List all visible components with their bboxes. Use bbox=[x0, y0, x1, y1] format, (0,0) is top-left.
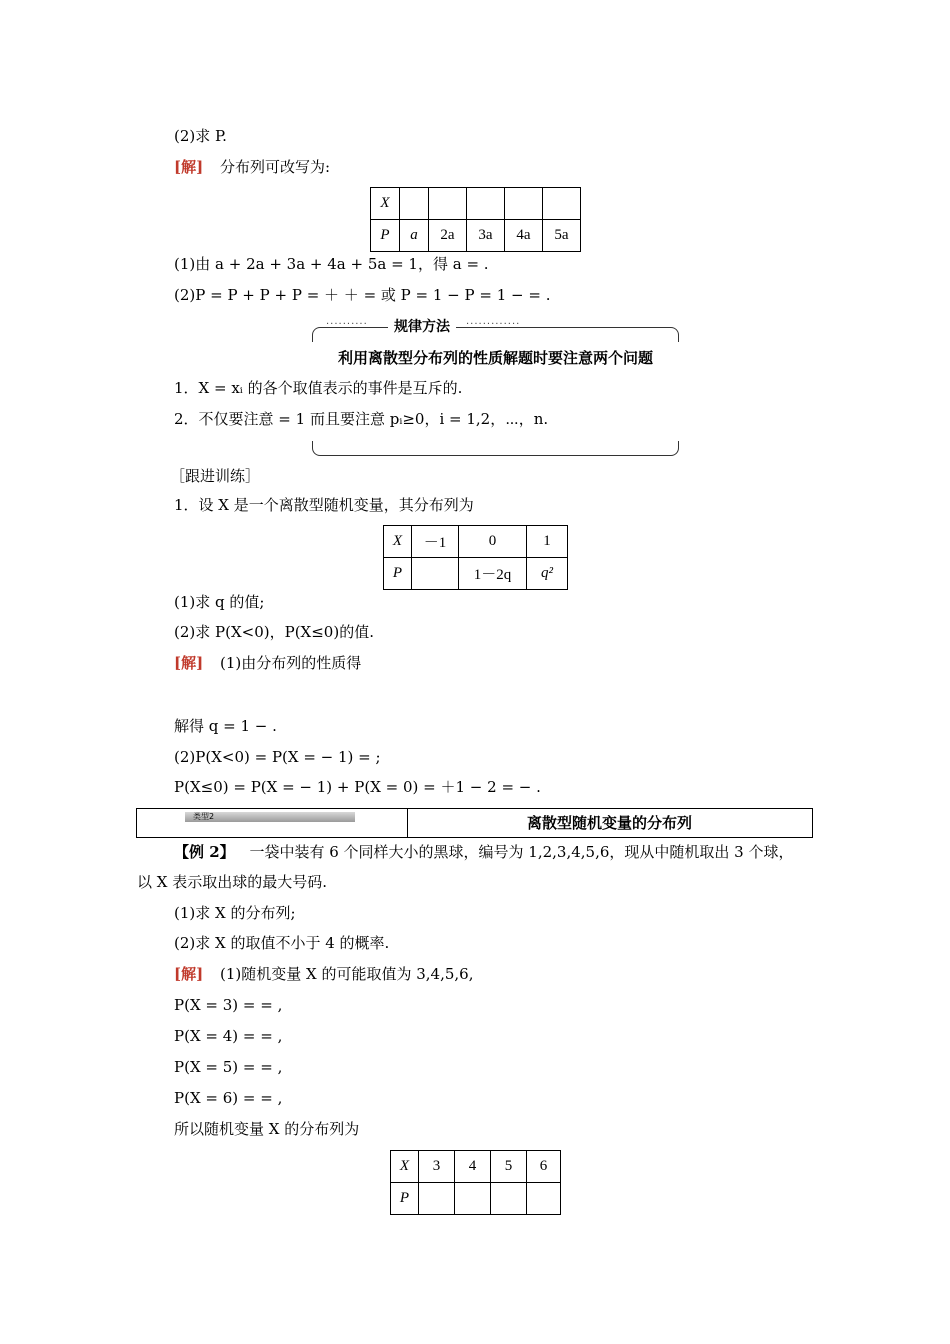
table-cell: q² bbox=[527, 558, 568, 590]
prob-x-4: P(X = 4) = = , bbox=[174, 1027, 283, 1045]
follow-part-a: (1)求 q 的值; bbox=[174, 593, 265, 611]
section-title: 离散型随机变量的分布列 bbox=[526, 814, 692, 832]
table-cell: 3 bbox=[419, 1151, 455, 1183]
solution-step-2: (2)P = P + P + P = ＋ ＋ = 或 P = 1 − P = 1 − = . bbox=[174, 286, 551, 304]
section-bar bbox=[136, 808, 813, 838]
solution-text: 分布列可改写为: bbox=[219, 158, 331, 176]
table-cell: P bbox=[391, 1183, 419, 1215]
method-box-tag: 规律方法 bbox=[388, 317, 456, 337]
follow-part-b: (2)求 P(X<0)，P(X≤0)的值. bbox=[174, 623, 374, 641]
follow-step-1: 解得 q = 1 − . bbox=[174, 717, 277, 735]
table-cell: P bbox=[384, 558, 412, 590]
table-cell: 5 bbox=[491, 1151, 527, 1183]
table-cell: 4a bbox=[505, 220, 543, 252]
method-box-bottom bbox=[312, 441, 679, 456]
example-2-text: 一袋中装有 6 个同样大小的黑球，编号为 1,2,3,4,5,6，现从中随机取出 3 个球， bbox=[249, 843, 794, 861]
table-cell: X bbox=[371, 188, 400, 220]
table-cell: a bbox=[400, 220, 429, 252]
solution-step-1: (1)由 a + 2a + 3a + 4a + 5a = 1，得 a = . bbox=[174, 255, 489, 273]
table-cell bbox=[419, 1183, 455, 1215]
table-cell bbox=[455, 1183, 491, 1215]
example-2-part-b: (2)求 X 的取值不小于 4 的概率. bbox=[174, 934, 390, 952]
table-cell: 3a bbox=[467, 220, 505, 252]
distribution-table-1 bbox=[370, 187, 581, 252]
follow-solution-text: (1)由分布列的性质得 bbox=[219, 654, 362, 672]
table-cell: X bbox=[391, 1151, 419, 1183]
example-2-solution-line bbox=[174, 964, 473, 984]
distribution-table-3 bbox=[390, 1150, 561, 1215]
method-box-dots-right: ············· bbox=[466, 319, 521, 330]
solution-label: [解] bbox=[174, 158, 204, 176]
table-cell: 1 bbox=[527, 526, 568, 558]
table-cell: 0 bbox=[459, 526, 527, 558]
solution-line bbox=[174, 157, 330, 177]
follow-step-3: P(X≤0) = P(X = − 1) + P(X = 0) = ＋1 − 2 = − . bbox=[174, 778, 541, 796]
distribution-table-2 bbox=[383, 525, 568, 590]
example-2-part-a: (1)求 X 的分布列; bbox=[174, 904, 296, 922]
table-cell: P bbox=[371, 220, 400, 252]
table-cell bbox=[527, 1183, 561, 1215]
table-cell bbox=[505, 188, 543, 220]
follow-step-2: (2)P(X<0) = P(X = − 1) = ; bbox=[174, 748, 381, 766]
example-2-label: 【例 2】 bbox=[174, 843, 235, 861]
method-box-heading: 利用离散型分布列的性质解题时要注意两个问题 bbox=[337, 349, 653, 367]
method-item-2: 2．不仅要注意 = 1 而且要注意 pᵢ≥0，i = 1,2，⋯，n. bbox=[174, 410, 549, 428]
table-cell bbox=[429, 188, 467, 220]
table-cell: 4 bbox=[455, 1151, 491, 1183]
table-cell bbox=[400, 188, 429, 220]
prob-x-5: P(X = 5) = = , bbox=[174, 1058, 283, 1076]
example-2-line-1 bbox=[174, 842, 794, 862]
method-box-dots-left: ·········· bbox=[326, 319, 368, 330]
example-2-tail: 所以随机变量 X 的分布列为 bbox=[174, 1120, 360, 1138]
question-2: (2)求 P. bbox=[174, 127, 227, 145]
example-2-line-2: 以 X 表示取出球的最大号码. bbox=[137, 873, 327, 891]
table-cell bbox=[412, 558, 459, 590]
prob-x-6: P(X = 6) = = , bbox=[174, 1089, 283, 1107]
table-cell: 6 bbox=[527, 1151, 561, 1183]
prob-x-3: P(X = 3) = = , bbox=[174, 996, 283, 1014]
follow-title: ［跟进训练］ bbox=[170, 467, 261, 485]
section-bar-left bbox=[137, 809, 408, 837]
table-cell: －1 bbox=[412, 526, 459, 558]
table-cell: 1－2q bbox=[459, 558, 527, 590]
follow-solution-line bbox=[174, 653, 361, 673]
section-tag: 类型2 bbox=[185, 812, 355, 822]
solution-label: [解] bbox=[174, 965, 204, 983]
table-cell: X bbox=[384, 526, 412, 558]
method-item-1: 1．X = xᵢ 的各个取值表示的事件是互斥的. bbox=[174, 379, 463, 397]
table-cell bbox=[491, 1183, 527, 1215]
table-cell bbox=[467, 188, 505, 220]
follow-problem-1: 1．设 X 是一个离散型随机变量，其分布列为 bbox=[174, 496, 474, 514]
solution-label: [解] bbox=[174, 654, 204, 672]
table-cell: 5a bbox=[543, 220, 581, 252]
example-2-solution-text: (1)随机变量 X 的可能取值为 3,4,5,6, bbox=[219, 965, 474, 983]
table-cell bbox=[543, 188, 581, 220]
table-cell: 2a bbox=[429, 220, 467, 252]
